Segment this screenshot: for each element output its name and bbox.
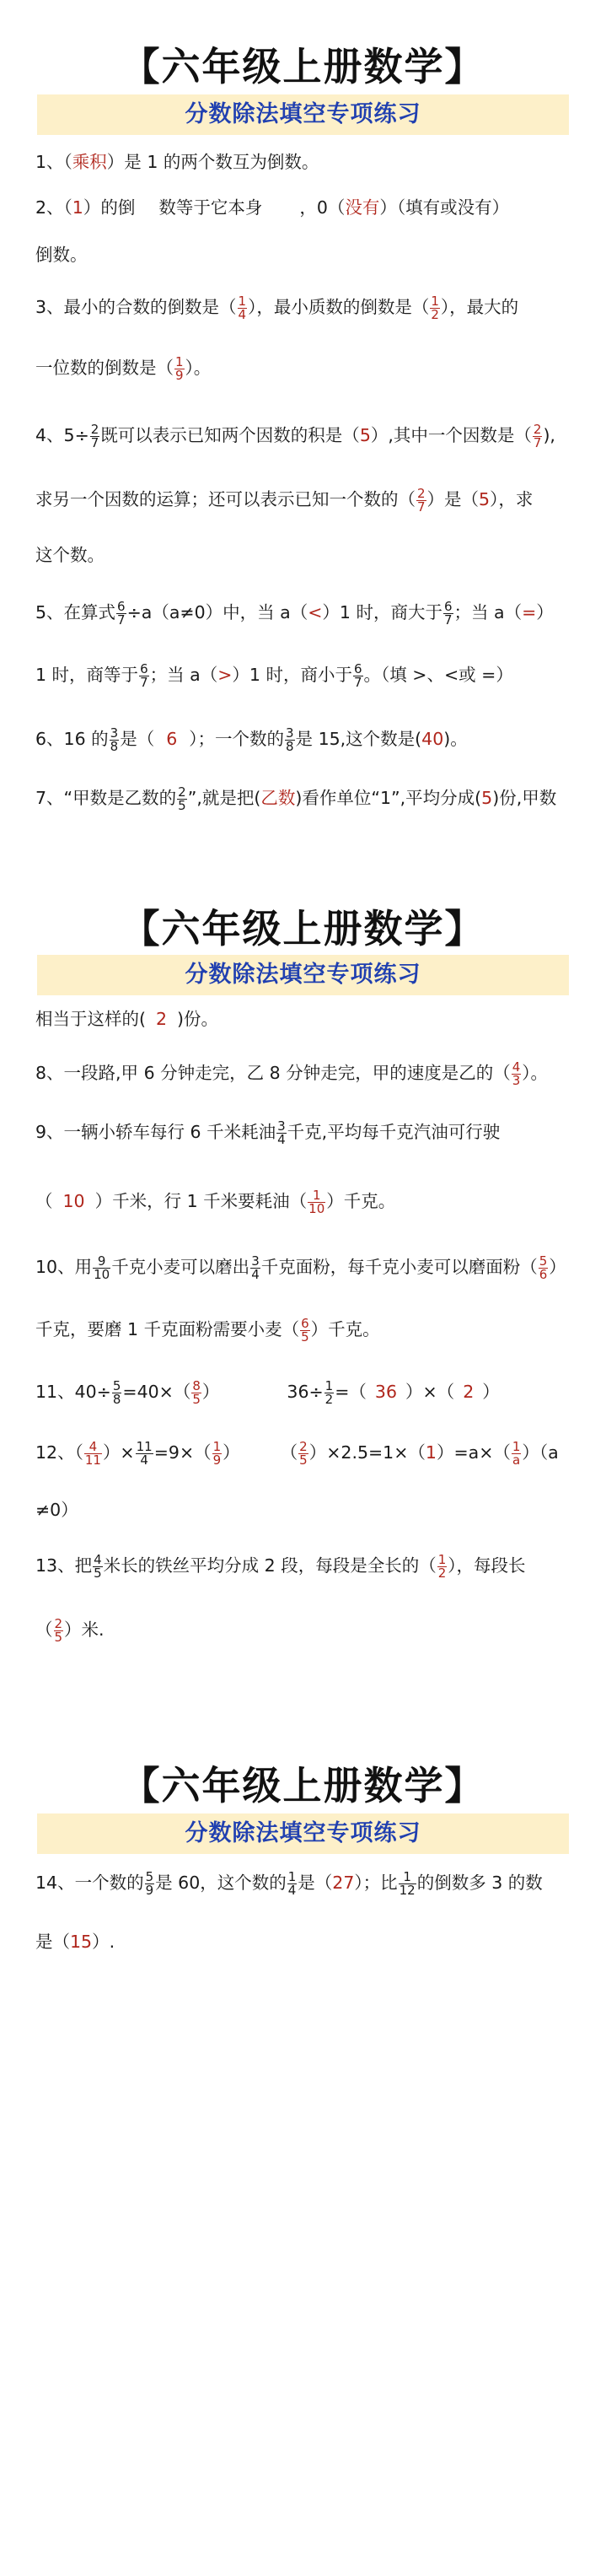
fraction: $\frac{8}{5}$ <box>192 1377 201 1407</box>
fraction: $\frac{1}{2}$ <box>324 1377 334 1407</box>
question-2: 2、（1）的倒 数等于它本身 ，0（没有）（填有或没有） <box>35 197 510 218</box>
fraction: $\frac{2}{7}$ <box>417 485 426 515</box>
fraction: $\frac{3}{8}$ <box>286 725 294 754</box>
question-10: 10、用 $\frac{9}{10}$ 千克小麦可以磨出 $\frac{3}{4}$ 千克面粉，每千克小麦可以磨面粉（ $\frac{5}{6}$ ） <box>35 1253 566 1282</box>
fraction: $\frac{6}{7}$ <box>140 660 148 690</box>
fraction: $\frac{6}{7}$ <box>117 598 126 628</box>
question-13-cont: （ $\frac{2}{5}$ ）米. <box>35 1615 105 1645</box>
fraction: $\frac{4}{11}$ <box>84 1438 101 1468</box>
question-5-cont: 1 时，商等于 $\frac{6}{7}$ ；当 a（>）1 时，商小于 $\frac{6}{7}$ 。（填 >、<或 =） <box>35 660 513 690</box>
subtitle-banner-3: 分数除法填空专项练习 <box>37 1813 569 1854</box>
fraction: $\frac{1}{4}$ <box>238 293 247 322</box>
fraction: $\frac{1}{a}$ <box>512 1438 521 1468</box>
fraction: $\frac{3}{8}$ <box>110 725 119 754</box>
fraction: $\frac{2}{7}$ <box>533 421 542 450</box>
subtitle-banner-2: 分数除法填空专项练习 <box>37 955 569 995</box>
fraction: $\frac{1}{9}$ <box>212 1438 222 1468</box>
fraction: $\frac{1}{4}$ <box>287 1868 297 1898</box>
fraction: $\frac{4}{5}$ <box>94 1551 102 1581</box>
fraction: $\frac{1}{12}$ <box>399 1868 416 1898</box>
question-4-cont: 求另一个因数的运算；还可以表示已知一个数的（ $\frac{2}{7}$ ）是（5），求 <box>35 485 534 515</box>
question-4: 4、5÷ $\frac{2}{7}$ 既可以表示已知两个因数的积是（5）,其中一个因数是（ $\frac{2}{7}$ ), <box>35 421 555 450</box>
fraction: $\frac{5}{6}$ <box>539 1253 548 1282</box>
question-12-cont: ≠0） <box>35 1500 78 1520</box>
question-13: 13、把 $\frac{4}{5}$ 米长的铁丝平均分成 2 段，每段是全长的（ $\frac{1}{2}$ ），每段长 <box>35 1551 526 1581</box>
fraction: $\frac{1}{2}$ <box>437 1551 447 1581</box>
subtitle-banner: 分数除法填空专项练习 <box>37 94 569 135</box>
fraction: $\frac{3}{4}$ <box>277 1118 286 1147</box>
question-12: 12、（ $\frac{4}{11}$ ）× $\frac{11}{4}$ =9×（ $\frac{1}{9}$ ） （ $\frac{2}{5}$ ）×2.5=1×（1）=a×（ $\frac{1}{a}$ ）（a <box>35 1438 559 1468</box>
fraction: $\frac{2}{5}$ <box>54 1615 63 1645</box>
question-14: 14、一个数的 $\frac{5}{9}$ 是 60，这个数的 $\frac{1}{4}$ 是（27）；比 $\frac{1}{12}$ 的倒数多 3 的数 <box>35 1868 543 1898</box>
question-9-cont: （ 10 ）千米，行 1 千米要耗油（ $\frac{1}{10}$ ）千克。 <box>35 1187 396 1216</box>
page-title: 【六年级上册数学】 <box>121 44 485 89</box>
question-1: 1、（乘积）是 1 的两个数互为倒数。 <box>35 152 319 172</box>
fraction: $\frac{5}{9}$ <box>145 1868 154 1898</box>
question-14-cont: 是（15）. <box>35 1932 115 1952</box>
question-7-cont: 相当于这样的( 2 )份。 <box>35 1009 219 1029</box>
fraction: $\frac{1}{9}$ <box>175 353 184 383</box>
fraction: $\frac{6}{7}$ <box>443 598 453 628</box>
question-8: 8、一段路,甲 6 分钟走完，乙 8 分钟走完，甲的速度是乙的（ $\frac{4}{3}$ ）。 <box>35 1059 549 1088</box>
fraction: $\frac{2}{5}$ <box>299 1438 308 1468</box>
fraction: $\frac{1}{10}$ <box>308 1187 325 1216</box>
fraction: $\frac{1}{2}$ <box>431 293 439 322</box>
question-7: 7、“甲数是乙数的 $\frac{2}{5}$ ”,就是把(乙数)看作单位“1”,平均分成(5)份,甲数 <box>35 784 557 813</box>
question-3: 3、最小的合数的倒数是（ $\frac{1}{4}$ ），最小质数的倒数是（ $\frac{1}{2}$ ），最大的 <box>35 293 519 322</box>
fraction: $\frac{11}{4}$ <box>136 1438 153 1468</box>
fraction: $\frac{9}{10}$ <box>94 1253 110 1282</box>
fraction: $\frac{5}{8}$ <box>112 1377 121 1407</box>
fraction: $\frac{6}{7}$ <box>353 660 362 690</box>
fraction: $\frac{4}{3}$ <box>512 1059 521 1088</box>
question-10-cont: 千克，要磨 1 千克面粉需要小麦（ $\frac{6}{5}$ ）千克。 <box>35 1315 380 1345</box>
fraction: $\frac{6}{5}$ <box>301 1315 309 1345</box>
question-5: 5、在算式 $\frac{6}{7}$ ÷a（a≠0）中，当 a（<）1 时，商大于 $\frac{6}{7}$ ；当 a（=） <box>35 598 554 628</box>
page-title-2: 【六年级上册数学】 <box>121 906 485 951</box>
fraction: $\frac{2}{7}$ <box>90 421 99 450</box>
page-title-3: 【六年级上册数学】 <box>121 1763 485 1808</box>
question-3-cont: 一位数的倒数是（ $\frac{1}{9}$ ）。 <box>35 353 212 383</box>
fraction: $\frac{3}{4}$ <box>251 1253 260 1282</box>
question-11: 11、40÷ $\frac{5}{8}$ =40×（ $\frac{8}{5}$ ） 36÷ $\frac{1}{2}$ =（ 36 ）×（ 2 ） <box>35 1377 500 1407</box>
question-6: 6、16 的 $\frac{3}{8}$ 是（ 6 ）；一个数的 $\frac{3}{8}$ 是 15,这个数是(40)。 <box>35 725 468 754</box>
question-2-cont: 倒数。 <box>35 245 88 265</box>
question-9: 9、一辆小轿车每行 6 千米耗油 $\frac{3}{4}$ 千克,平均每千克汽油可行驶 <box>35 1118 501 1147</box>
question-4-cont2: 这个数。 <box>35 545 105 565</box>
fraction: $\frac{2}{5}$ <box>178 784 186 813</box>
